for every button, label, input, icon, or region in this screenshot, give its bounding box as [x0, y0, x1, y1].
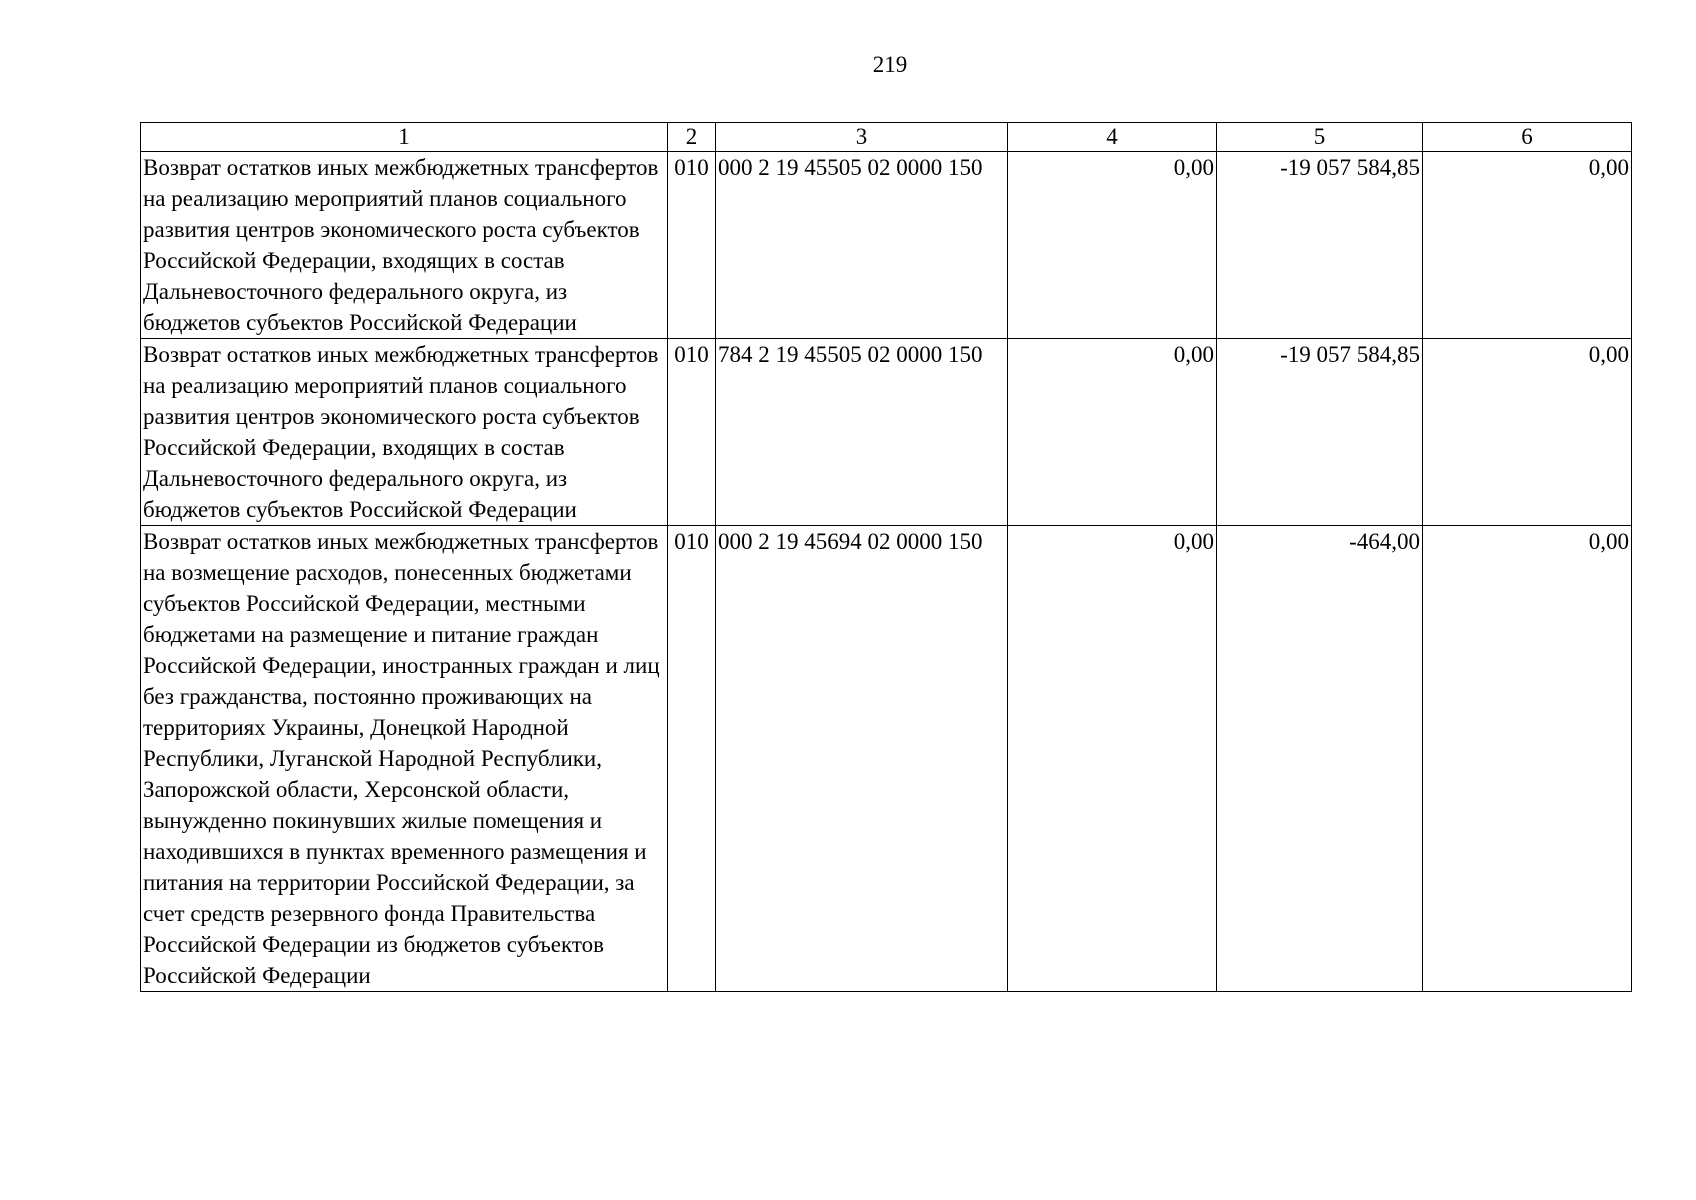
- column-header: 6: [1423, 123, 1632, 152]
- table-row: [141, 526, 1632, 992]
- row-admin-code-cell: 010: [668, 152, 716, 339]
- row-col5-cell: -464,00: [1217, 526, 1423, 992]
- row-name-cell: Возврат остатков иных межбюджетных трансфертов на возмещение расходов, понесенных бюджетами субъектов Российской Федерации, местными бюджетами на размещение и питание граждан Российской Федерации, иностранных граждан и лиц без гражданства, постоянно проживающих на территориях Украины, Донецкой Народной Республики, Луганской Народной Республики, Запорожской области, Херсонской области, вынужденно покинувших жилые помещения и находившихся в пунктах временного размещения и питания на территории Российской Федерации, за счет средств резервного фонда Правительства Российской Федерации из бюджетов субъектов Российской Федерации: [141, 526, 668, 992]
- budget-table: [140, 122, 1632, 992]
- row-col4-cell: 0,00: [1008, 152, 1217, 339]
- table-header-row: [141, 123, 1632, 152]
- column-header: 5: [1217, 123, 1423, 152]
- page-number: 219: [872, 52, 908, 77]
- row-name-cell: Возврат остатков иных межбюджетных трансфертов на реализацию мероприятий планов социального развития центров экономического роста субъектов Российской Федерации, входящих в состав Дальневосточного федерального округа, из бюджетов субъектов Российской Федерации: [141, 152, 668, 339]
- table-row: [141, 339, 1632, 526]
- row-budget-code-cell: 000 2 19 45505 02 0000 150: [716, 152, 1008, 339]
- row-budget-code-cell: 784 2 19 45505 02 0000 150: [716, 339, 1008, 526]
- row-col4-cell: 0,00: [1008, 526, 1217, 992]
- row-col6-cell: 0,00: [1423, 152, 1632, 339]
- table-row: [141, 152, 1632, 339]
- row-col5-cell: -19 057 584,85: [1217, 339, 1423, 526]
- column-header: 3: [716, 123, 1008, 152]
- row-budget-code-cell: 000 2 19 45694 02 0000 150: [716, 526, 1008, 992]
- row-col6-cell: 0,00: [1423, 339, 1632, 526]
- row-col5-cell: -19 057 584,85: [1217, 152, 1423, 339]
- row-name-cell: Возврат остатков иных межбюджетных трансфертов на реализацию мероприятий планов социального развития центров экономического роста субъектов Российской Федерации, входящих в состав Дальневосточного федерального округа, из бюджетов субъектов Российской Федерации: [141, 339, 668, 526]
- column-header: 1: [141, 123, 668, 152]
- row-admin-code-cell: 010: [668, 339, 716, 526]
- row-col4-cell: 0,00: [1008, 339, 1217, 526]
- column-header: 2: [668, 123, 716, 152]
- row-col6-cell: 0,00: [1423, 526, 1632, 992]
- row-admin-code-cell: 010: [668, 526, 716, 992]
- column-header: 4: [1008, 123, 1217, 152]
